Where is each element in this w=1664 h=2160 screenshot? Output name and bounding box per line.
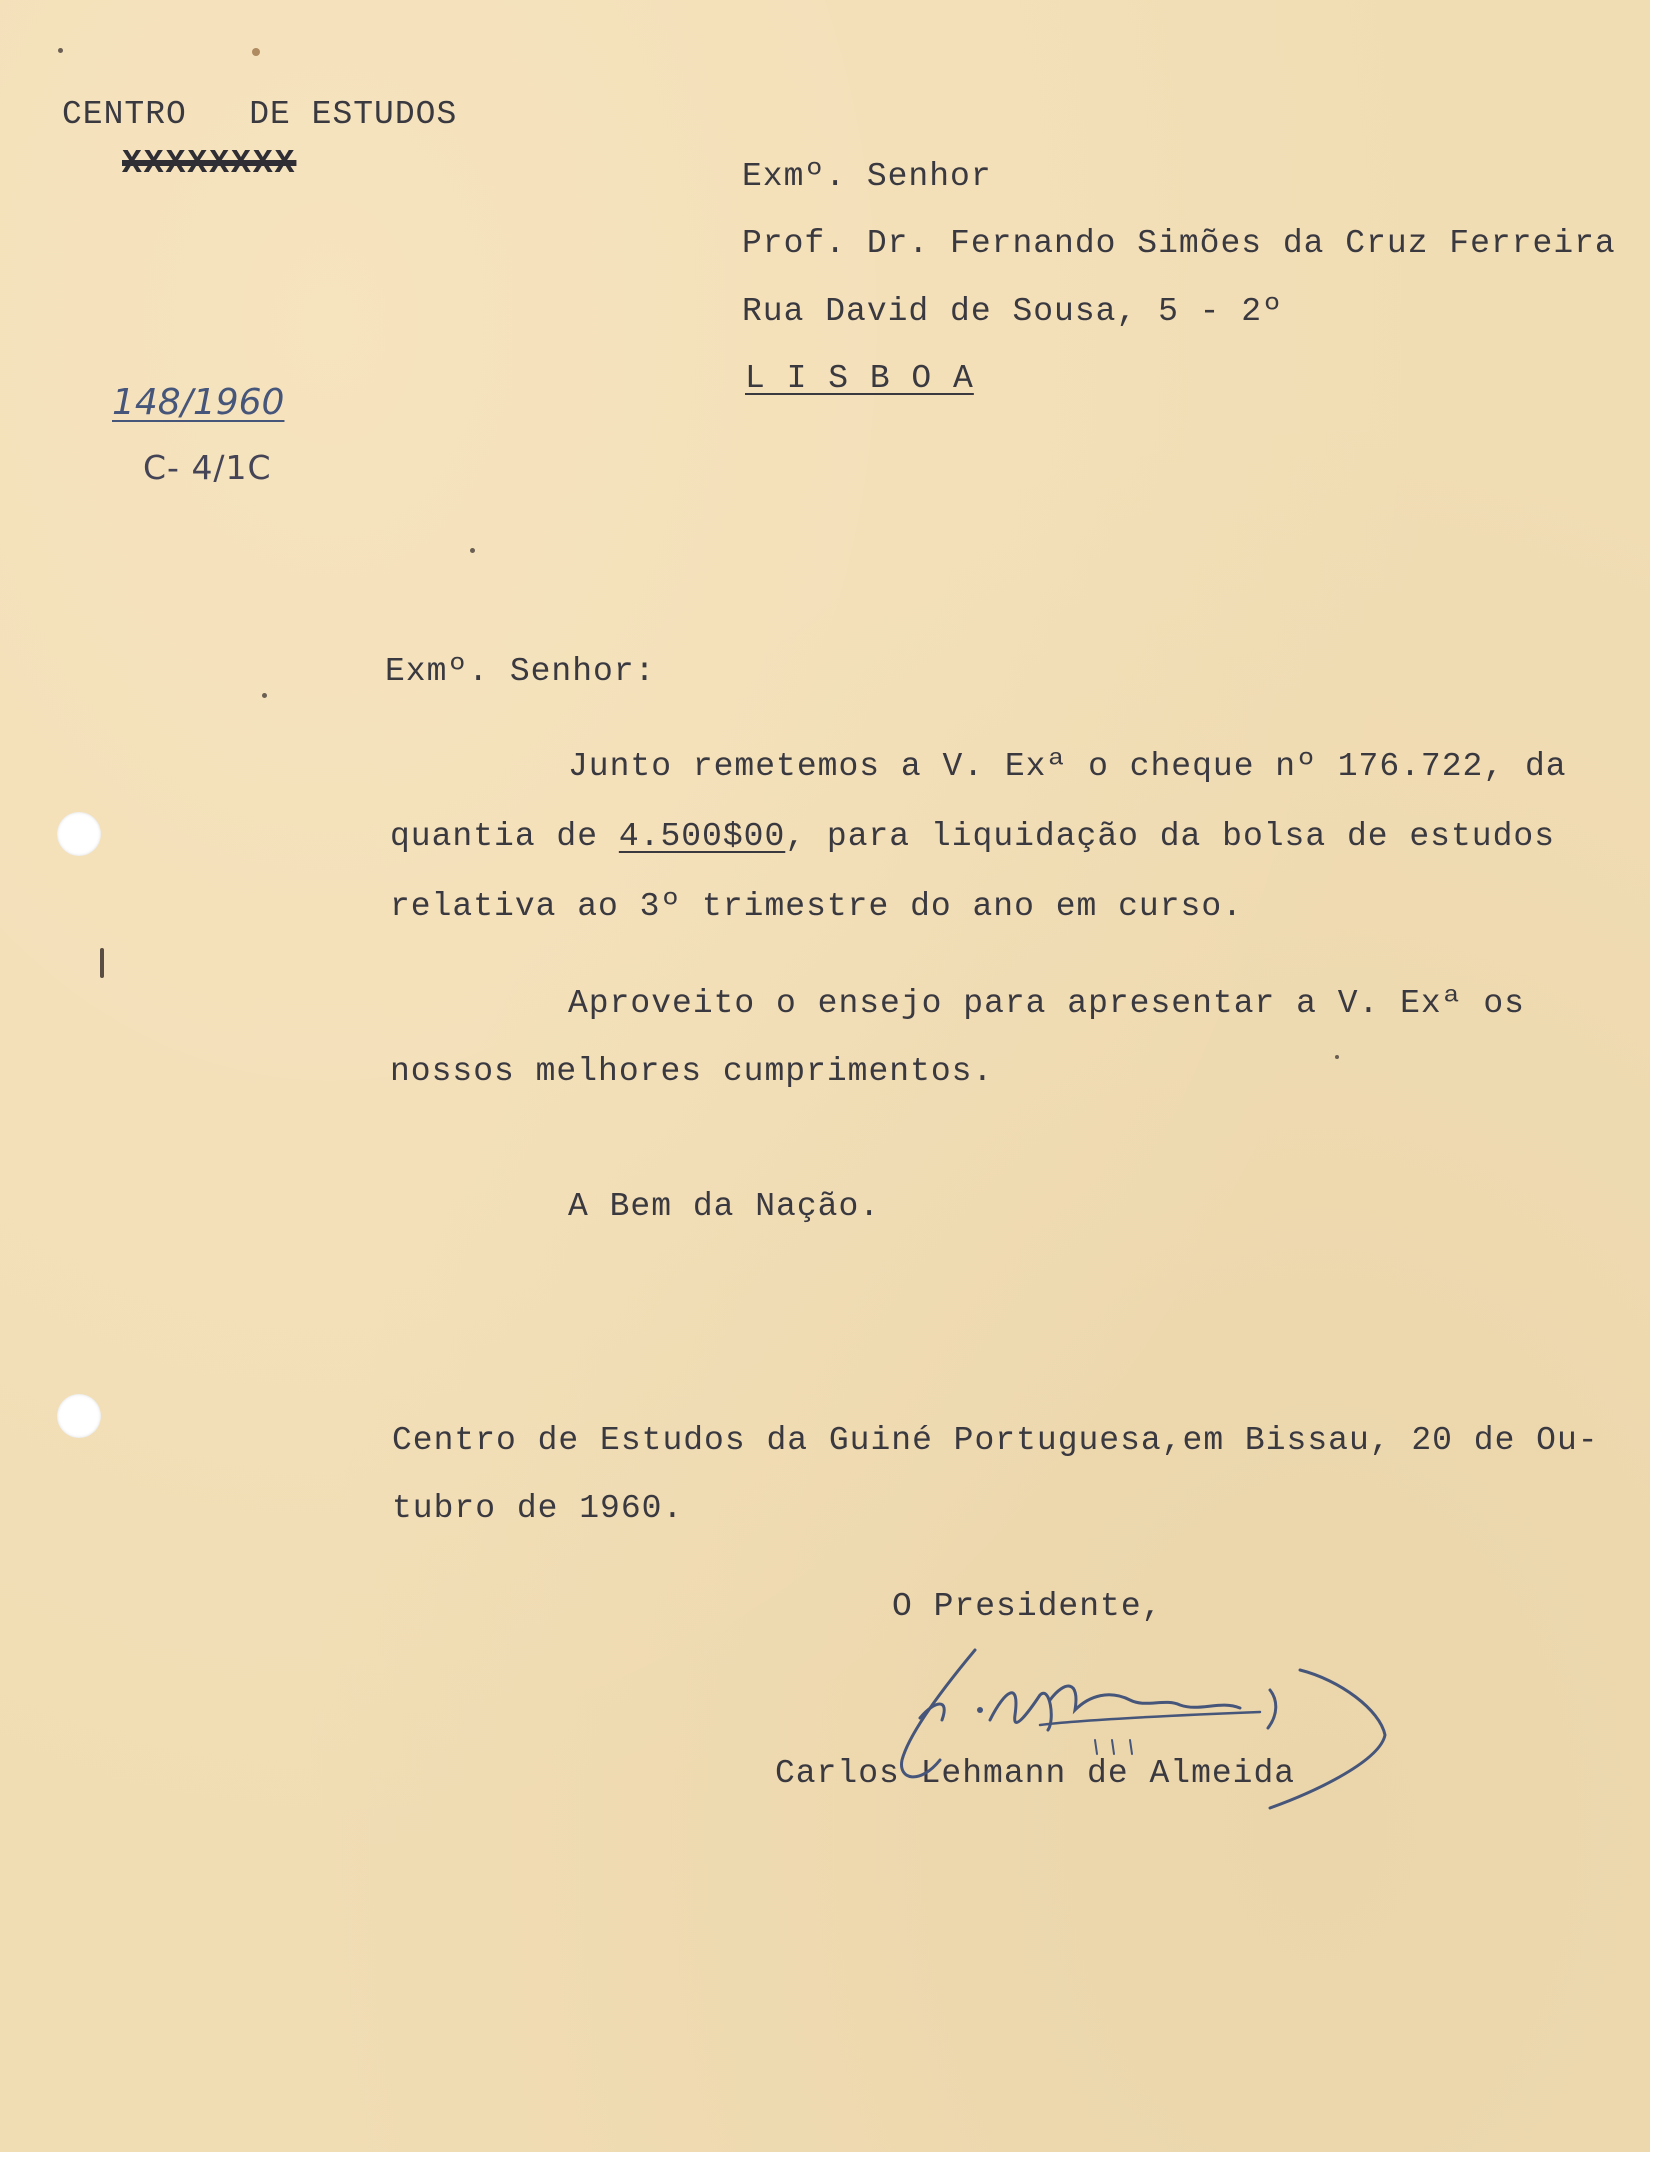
recipient-street: Rua David de Sousa, 5 - 2º [742,293,1283,330]
recipient-name: Prof. Dr. Fernando Simões da Cruz Ferreira [742,225,1616,262]
letter-greeting: Exmº. Senhor: [385,653,656,690]
recipient-city: L I S B O A [745,360,974,397]
reference-code: C- 4/1C [143,448,272,487]
signatory-title: O Presidente, [892,1588,1163,1625]
paragraph1-line2 [390,818,1555,855]
recipient-salutation: Exmº. Senhor [742,158,992,195]
punch-hole-top [57,812,101,856]
paragraph1-line2-start: quantia de [390,818,619,855]
org-name-line1: CENTRO DE ESTUDOS [62,96,458,133]
signatory-name: Carlos Lehmann de Almeida [775,1755,1296,1792]
paper-speck [100,948,104,978]
paragraph1-line2-end: , para liquidação da bolsa de estudos [785,818,1556,855]
paper-speck [470,548,475,553]
paragraph2-line1: Aproveito o ensejo para apresentar a V. Exª os [568,985,1525,1022]
paper-speck [58,48,63,53]
place-date-line2: tubro de 1960. [392,1490,684,1527]
org-name-line2-struck: XXXXXXXX [122,145,297,182]
place-date-line1: Centro de Estudos da Guiné Portuguesa,em Bissau, 20 de Ou- [392,1422,1599,1459]
punch-hole-bottom [57,1394,101,1438]
paper-speck [252,48,260,56]
paper-speck [262,693,267,698]
paragraph1-line1: Junto remetemos a V. Exª o cheque nº 176.722, da [568,748,1567,785]
handwritten-signature [880,1640,1400,1820]
reference-number: 148/1960 [112,382,285,423]
cheque-amount: 4.500$00 [618,818,786,855]
paper-speck [1335,1055,1339,1059]
paragraph1-line3: relativa ao 3º trimestre do ano em curso. [390,888,1243,925]
paragraph2-line2: nossos melhores cumprimentos. [390,1053,994,1090]
closing-phrase: A Bem da Nação. [568,1188,881,1225]
